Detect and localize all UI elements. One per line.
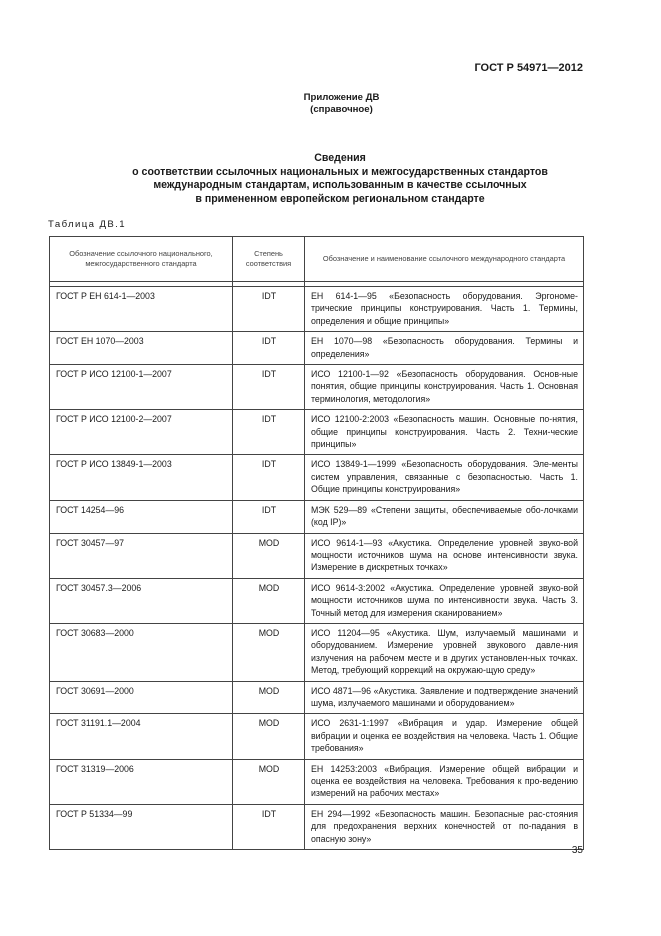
column-header-degree: Степень соответствия [233, 237, 305, 282]
cell-national: ГОСТ Р ИСО 13849-1—2003 [50, 455, 233, 500]
table-row [50, 533, 584, 578]
cell-international: ЕН 294—1992 «Безопасность машин. Безопасные рас-стояния для предохранения верхних конечностей от по-падания в опасную зону» [305, 804, 584, 849]
cell-international: ЕН 1070—98 «Безопасность оборудования. Термины и определения» [305, 332, 584, 365]
annex-type: (справочное) [310, 104, 373, 115]
section-heading [40, 152, 640, 206]
cell-international: ЕН 614-1—95 «Безопасность оборудования. Эргономе-трические принципы конструирования. Часть 1. Термины, определения и общие принципы» [305, 287, 584, 332]
cell-degree: IDT [233, 804, 305, 849]
annex-title: Приложение ДВ [303, 92, 380, 103]
cell-degree: MOD [233, 578, 305, 623]
heading-line: в примененном европейском региональном стандарте [195, 192, 485, 205]
table-row [50, 332, 584, 365]
cell-international: ИСО 13849-1—1999 «Безопасность оборудования. Эле-менты систем управления, связанные с безопасностью. Часть 1. Общие принципы конструирования» [305, 455, 584, 500]
cell-degree: MOD [233, 714, 305, 759]
table-row [50, 500, 584, 533]
table-header-row [50, 237, 584, 282]
table-row [50, 410, 584, 455]
cell-international: ИСО 4871—96 «Акустика. Заявление и подтверждение значений шума, излучаемого машинами и оборудованием» [305, 681, 584, 714]
cell-national: ГОСТ 31191.1—2004 [50, 714, 233, 759]
table-row [50, 714, 584, 759]
cell-international: МЭК 529—89 «Степени защиты, обеспечиваемые обо-лочками (код IP)» [305, 500, 584, 533]
cell-national: ГОСТ Р ИСО 12100-1—2007 [50, 365, 233, 410]
cell-international: ИСО 9614-1—93 «Акустика. Определение уровней звуко-вой мощности источников шума на основе интенсивности звука. Измерение в дискретных точках» [305, 533, 584, 578]
table-row [50, 681, 584, 714]
table-row [50, 804, 584, 849]
cell-international: ИСО 11204—95 «Акустика. Шум, излучаемый машинами и оборудованием. Измерение уровней звукового давле-ния излучения на рабочем месте и в других установлен-ных точках. Метод, требующий коррекций на окружаю-щую среду» [305, 623, 584, 681]
cell-degree: MOD [233, 623, 305, 681]
cell-national: ГОСТ 30683—2000 [50, 623, 233, 681]
cell-international: ИСО 2631-1:1997 «Вибрация и удар. Измерение общей вибрации и оценка ее воздействия на человека. Часть 1. Общие требования» [305, 714, 584, 759]
table-row [50, 578, 584, 623]
cell-international: ИСО 12100-1—92 «Безопасность оборудования. Основ-ные понятия, общие принципы конструирования. Часть 1. Основная терминология, методология» [305, 365, 584, 410]
cell-degree: IDT [233, 410, 305, 455]
page-number: 35 [571, 845, 583, 856]
cell-degree: IDT [233, 287, 305, 332]
cell-degree: MOD [233, 681, 305, 714]
table-row [50, 287, 584, 332]
cell-degree: MOD [233, 533, 305, 578]
column-header-international: Обозначение и наименование ссылочного международного стандарта [305, 237, 584, 282]
correspondence-table [49, 236, 584, 850]
table-body [50, 287, 584, 850]
table-row [50, 623, 584, 681]
table-row [50, 759, 584, 804]
cell-degree: IDT [233, 500, 305, 533]
cell-international: ИСО 9614-3:2002 «Акустика. Определение уровней звуко-вой мощности источников шума по интенсивности звука. Часть 3. Точный метод для измерения сканированием» [305, 578, 584, 623]
cell-national: ГОСТ 31319—2006 [50, 759, 233, 804]
cell-national: ГОСТ Р 51334—99 [50, 804, 233, 849]
annex-heading [0, 92, 661, 116]
cell-national: ГОСТ Р ЕН 614-1—2003 [50, 287, 233, 332]
heading-line: международным стандартам, использованным в качестве ссылочных [153, 179, 527, 192]
cell-degree: IDT [233, 332, 305, 365]
standard-code: ГОСТ Р 54971—2012 [474, 62, 583, 74]
heading-line: Сведения [314, 152, 366, 164]
heading-line: о соответствии ссылочных национальных и межгосударственных стандартов [132, 165, 548, 178]
cell-international: ЕН 14253:2003 «Вибрация. Измерение общей вибрации и оценка ее воздействия на человека. Требования к про-ведению измерений на рабочих местах» [305, 759, 584, 804]
cell-degree: IDT [233, 365, 305, 410]
cell-international: ИСО 12100-2:2003 «Безопасность машин. Основные по-нятия, общие принципы конструирования. Часть 2. Техни-ческие принципы» [305, 410, 584, 455]
cell-national: ГОСТ 30457.3—2006 [50, 578, 233, 623]
cell-national: ГОСТ Р ИСО 12100-2—2007 [50, 410, 233, 455]
cell-national: ГОСТ 14254—96 [50, 500, 233, 533]
table-row [50, 365, 584, 410]
table-caption: Таблица ДВ.1 [48, 219, 126, 230]
cell-national: ГОСТ 30457—97 [50, 533, 233, 578]
cell-national: ГОСТ ЕН 1070—2003 [50, 332, 233, 365]
cell-national: ГОСТ 30691—2000 [50, 681, 233, 714]
table-row [50, 455, 584, 500]
cell-degree: IDT [233, 455, 305, 500]
column-header-national: Обозначение ссылочного национального, межгосударственного стандарта [50, 237, 233, 282]
cell-degree: MOD [233, 759, 305, 804]
